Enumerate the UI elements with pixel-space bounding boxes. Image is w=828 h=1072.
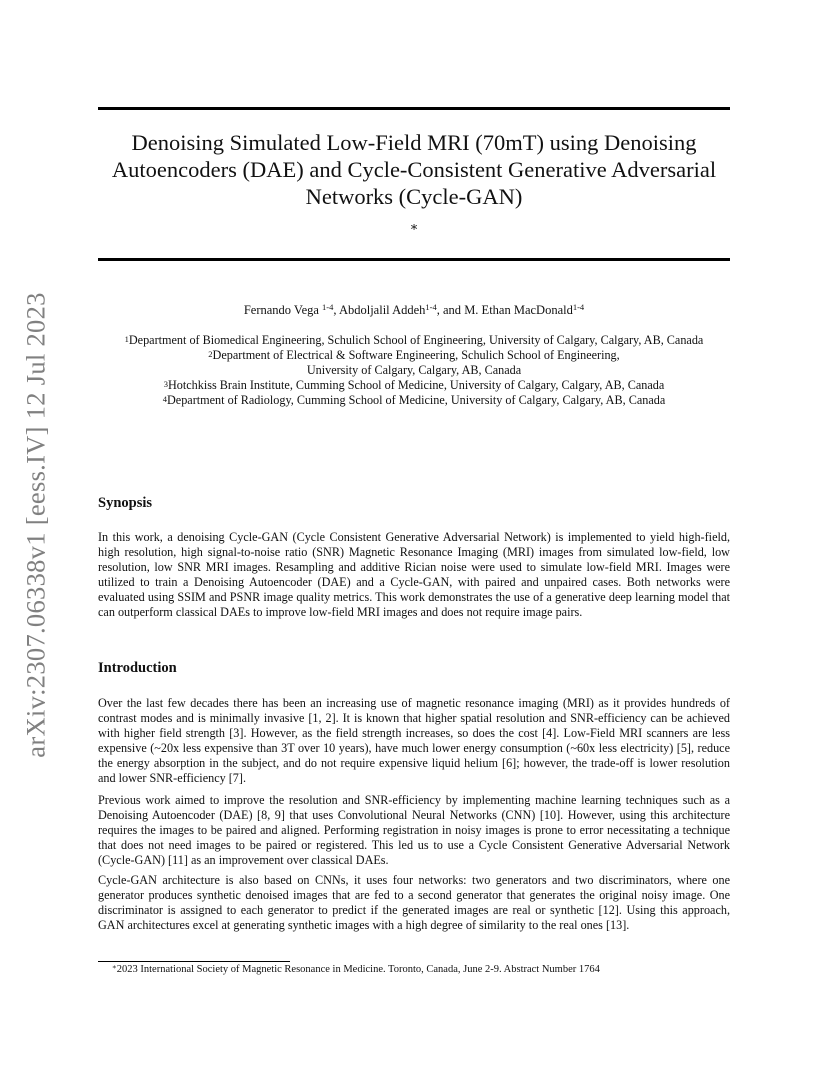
synopsis-paragraph: In this work, a denoising Cycle-GAN (Cycle Consistent Generative Adversarial Network) is implemented to yield high-field, high resolution, high signal-to-noise ratio (SNR) Magnetic Resonance Imaging (MRI) images from simulated low-field, low resolution, low SNR MRI images. Resampling and additive Rician noise were used to simulate low-field MRI. Images were utilized to train a Denoising Autoencoder (DAE) and a Cycle-GAN, with paired and unpaired cases. Both networks were evaluated using SSIM and PSNR image quality metrics. This work demonstrates the use of a generative deep learning model that can outperform classical DAEs to improve low-field MRI images and does not require image pairs. — [98, 530, 730, 620]
affiliation-text: Hotchkiss Brain Institute, Cumming School of Medicine, University of Calgary, Calgary, AB, Canada — [167, 378, 665, 393]
author-name: Fernando Vega — [243, 303, 319, 317]
affiliation-text: Department of Electrical & Software Engineering, Schulich School of Engineering, — [212, 348, 620, 363]
author-name: M. Ethan MacDonald — [464, 303, 573, 317]
affiliation — [98, 363, 730, 378]
affiliation-text: University of Calgary, Calgary, AB, Canada — [306, 363, 522, 378]
introduction-paragraph: Cycle-GAN architecture is also based on CNNs, it uses four networks: two generators and two discriminators, where one generator produces synthetic denoised images that are fed to a second generator that generates the original noisy image. One discriminator is assigned to each generator to predict if the generated images are real or synthetic [12]. Using this approach, GAN architectures excel at generating synthetic images with a high degree of similarity to the real ones [13]. — [98, 873, 730, 933]
author-separator: , and — [436, 303, 465, 317]
arxiv-identifier: arXiv:2307.06338v1 [eess.IV] 12 Jul 2023 — [20, 292, 51, 758]
introduction-heading: Introduction — [98, 660, 177, 676]
introduction-paragraph: Over the last few decades there has been an increasing use of magnetic resonance imaging (MRI) as it provides hundreds of contrast modes and is minimally invasive [1, 2]. It is known that higher spatial resolution and SNR-efficiency can be achieved with higher field strength [3]. However, as the field strength increases, so does the cost [4]. Low-Field MRI scanners are less expensive (~20x less expensive than 3T over 10 years), have much lower energy consumption (~60x less electricity) [5], reduce the energy absorption in the subject, and do not require expensive liquid helium [6]; however, the trade-off is lower resolution and lower SNR-efficiency [7]. — [98, 696, 730, 786]
affiliation-list — [98, 333, 730, 408]
footnote-mark: ∗ — [112, 963, 117, 971]
author-list — [98, 303, 730, 318]
introduction-paragraph: Previous work aimed to improve the resolution and SNR-efficiency by implementing machine learning techniques such as a Denoising Autoencoder (DAE) [8, 9] that uses Convolutional Neural Networks (CNN) [10]. However, using this architecture requires the images to be paired and aligned. Performing registration in noisy images is prone to error necessitating a technique that does not need images to be paired or registered. This led us to use a Cycle Consistent Generative Adversarial Network (Cycle-GAN) [11] as an improvement over classical DAEs. — [98, 793, 730, 868]
affiliation-mark: 1 — [124, 334, 129, 344]
arxiv-sidebar — [14, 275, 58, 775]
title-line: Denoising Simulated Low-Field MRI (70mT) using Denoising — [131, 130, 697, 155]
affiliation-text: Department of Radiology, Cumming School of Medicine, University of Calgary, Calgary, AB, Canada — [167, 393, 666, 408]
affiliation — [98, 333, 730, 348]
footnote-text: 2023 International Society of Magnetic Resonance in Medicine. Toronto, Canada, June 2-9. Abstract Number 1764 — [116, 964, 600, 975]
author-affiliation-mark: 1-4 — [322, 302, 334, 312]
title-line: Autoencoders (DAE) and Cycle-Consistent Generative Adversarial — [111, 157, 717, 182]
title-line: Networks (Cycle-GAN) — [305, 184, 523, 209]
footnote — [112, 964, 600, 975]
affiliation-text: Department of Biomedical Engineering, Schulich School of Engineering, University of Calgary, Calgary, AB, Canada — [128, 333, 704, 347]
affiliation-mark: 4 — [162, 394, 167, 405]
author-name: Abdoljalil Addeh — [338, 303, 426, 317]
affiliation — [98, 378, 730, 393]
affiliation-mark: 2 — [208, 349, 213, 360]
paper-title — [98, 129, 730, 210]
affiliation-mark: 3 — [163, 379, 168, 390]
author-affiliation-mark: 1-4 — [572, 302, 585, 312]
synopsis-heading: Synopsis — [98, 495, 153, 511]
title-rule-bottom — [98, 258, 730, 261]
author-affiliation-mark: 1-4 — [425, 302, 437, 312]
affiliation — [98, 348, 730, 363]
affiliation — [98, 393, 730, 408]
footnote-rule — [98, 961, 290, 962]
author-separator: , — [333, 303, 339, 317]
title-footnote-mark: ∗ — [409, 219, 419, 234]
title-rule-top — [98, 107, 730, 110]
